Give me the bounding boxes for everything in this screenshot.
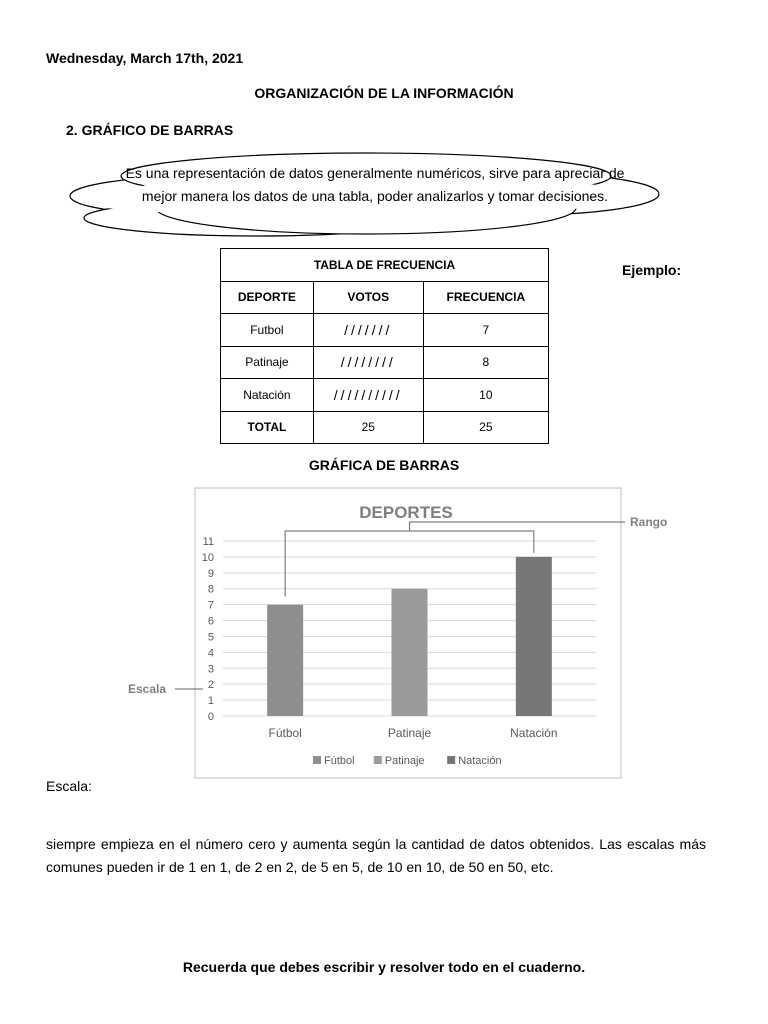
table-cell: 7 (423, 314, 548, 347)
table-cell: Patinaje (221, 346, 314, 379)
x-tick-label: Fútbol (268, 726, 302, 740)
y-tick-label: 11 (202, 536, 214, 548)
scale-annotation: Escala (128, 682, 167, 696)
table-row-total (221, 411, 549, 444)
y-tick-label: 3 (207, 663, 214, 676)
definition-text: Es una representación de datos generalmente numéricos, sirve para apreciar de mejor manera los datos de una tabla, poder analizarlos y tomar decisiones. (125, 165, 625, 204)
legend-swatch (447, 756, 455, 764)
y-tick-label: 2 (207, 679, 214, 692)
table-cell: /////// (313, 314, 423, 347)
document-date: Wednesday, March 17th, 2021 (46, 50, 244, 66)
frequency-table (220, 248, 549, 444)
legend-label: Patinaje (384, 755, 425, 767)
x-tick-label: Natación (510, 726, 558, 740)
table-cell: ////////// (313, 379, 423, 412)
y-tick-label: 6 (207, 615, 214, 628)
escala-label: Escala: (46, 778, 92, 794)
legend-swatch (313, 756, 321, 764)
page-title: ORGANIZACIÓN DE LA INFORMACIÓN (254, 85, 514, 101)
table-header: FRECUENCIA (423, 281, 548, 314)
table-row (221, 314, 549, 347)
footer-note: Recuerda que debes escribir y resolver todo en el cuaderno. (182, 959, 586, 975)
chart-title: DEPORTES (359, 503, 453, 522)
table-header: DEPORTE (221, 281, 314, 314)
y-tick-label: 1 (207, 695, 214, 708)
table-header: VOTOS (313, 281, 423, 314)
table-cell: Natación (221, 379, 314, 412)
bar (392, 589, 428, 716)
legend-label: Natación (458, 755, 502, 767)
table-cell: TOTAL (221, 411, 314, 444)
y-tick-label: 0 (207, 711, 214, 723)
escala-paragraph: siempre empieza en el número cero y aumenta según la cantidad de datos obtenidos. Las escalas más comunes pueden ir de 1 en 1, de 2 en 2, de 5 en 5, de 10 en 10, de 50 en 50, etc. (46, 836, 706, 875)
table-cell: Futbol (221, 314, 314, 347)
legend-swatch (374, 756, 382, 764)
bar-chart (128, 486, 688, 782)
table-cell: 10 (423, 379, 548, 412)
y-tick-label: 7 (207, 599, 214, 612)
bar (267, 605, 303, 716)
y-tick-label: 4 (207, 647, 214, 660)
table-row (221, 346, 549, 379)
chart-heading: GRÁFICA DE BARRAS (308, 457, 460, 473)
table-row (221, 379, 549, 412)
table-cell: 8 (423, 346, 548, 379)
y-tick-label: 5 (207, 631, 214, 644)
y-tick-label: 9 (207, 567, 214, 580)
legend-label: Fútbol (324, 755, 355, 767)
table-caption: TABLA DE FRECUENCIA (221, 249, 549, 282)
range-annotation: Rango (630, 515, 668, 529)
table-cell: //////// (313, 346, 423, 379)
table-cell: 25 (423, 411, 548, 444)
table-cell: 25 (313, 411, 423, 444)
y-tick-label: 8 (207, 583, 214, 596)
example-label: Ejemplo: (622, 262, 682, 278)
bar (516, 557, 552, 716)
y-tick-label: 10 (201, 551, 214, 564)
section-heading: 2. GRÁFICO DE BARRAS (66, 122, 234, 138)
x-tick-label: Patinaje (387, 726, 432, 740)
